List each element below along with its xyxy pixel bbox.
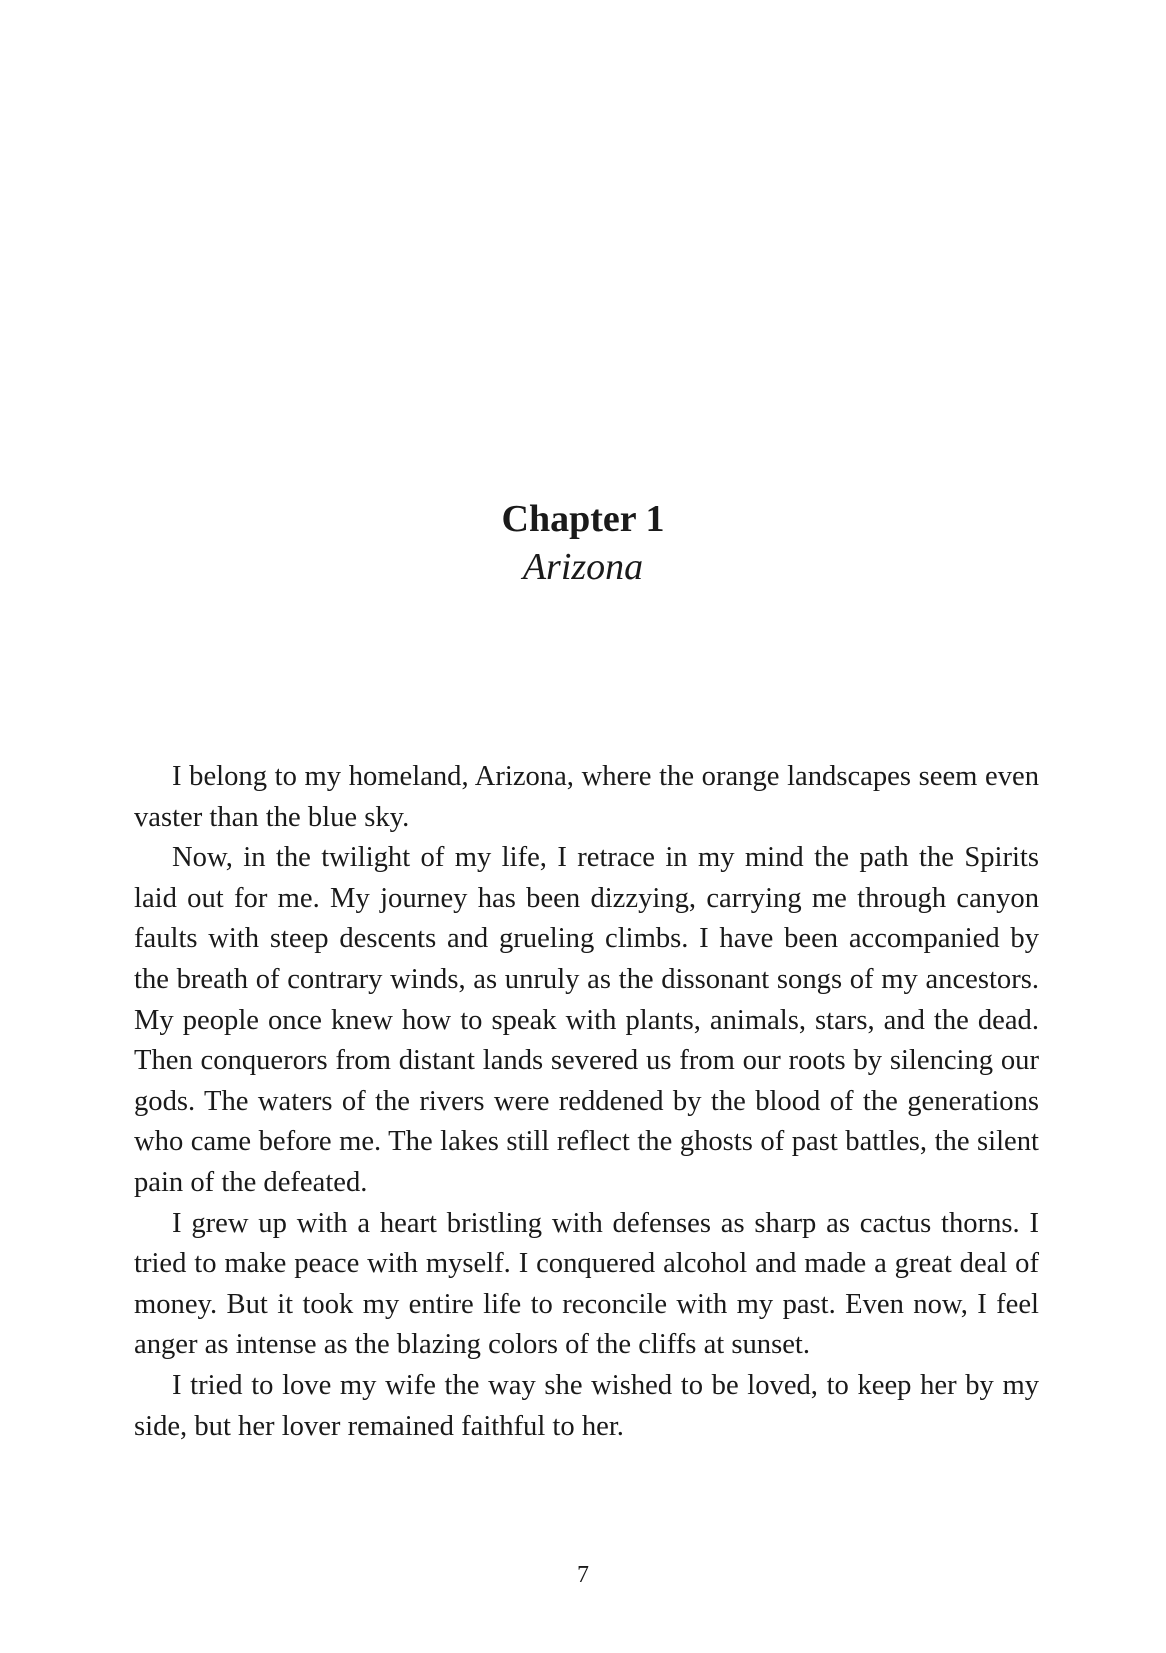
paragraph: I tried to love my wife the way she wished to be loved, to keep her by my side, but her lover remained faithful to her.	[134, 1369, 1039, 1442]
paragraph: I belong to my homeland, Arizona, where the orange landscapes seem even vaster than the blue sky.	[134, 761, 1039, 833]
chapter-body	[134, 757, 1039, 1447]
paragraph: Now, in the twilight of my life, I retrace in my mind the path the Spirits laid out for me. My journey has been dizzying, carrying me through canyon faults with steep descents and grueling climbs. I have been accompanied by the breath of contrary winds, as unruly as the dissonant songs of my ancestors. My people once knew how to speak with plants, animals, stars, and the dead. Then conquerors from distant lands severed us from our roots by silencing our gods. The waters of the rivers were reddened by the blood of the generations who came before me. The lakes still reflect the ghosts of past battles, the silent pain of the defeated.	[134, 842, 1039, 1198]
chapter-subtitle: Arizona	[522, 546, 644, 588]
page-number: 7	[577, 1562, 589, 1588]
paragraph: I grew up with a heart bristling with defenses as sharp as cactus thorns. I tried to make peace with myself. I conquered alcohol and made a great deal of money. But it took my entire life to reconcile with my past. Even now, I feel anger as intense as the blazing colors of the cliffs at sunset.	[134, 1207, 1039, 1361]
chapter-heading	[0, 495, 1166, 591]
chapter-title: Chapter 1	[501, 498, 665, 540]
